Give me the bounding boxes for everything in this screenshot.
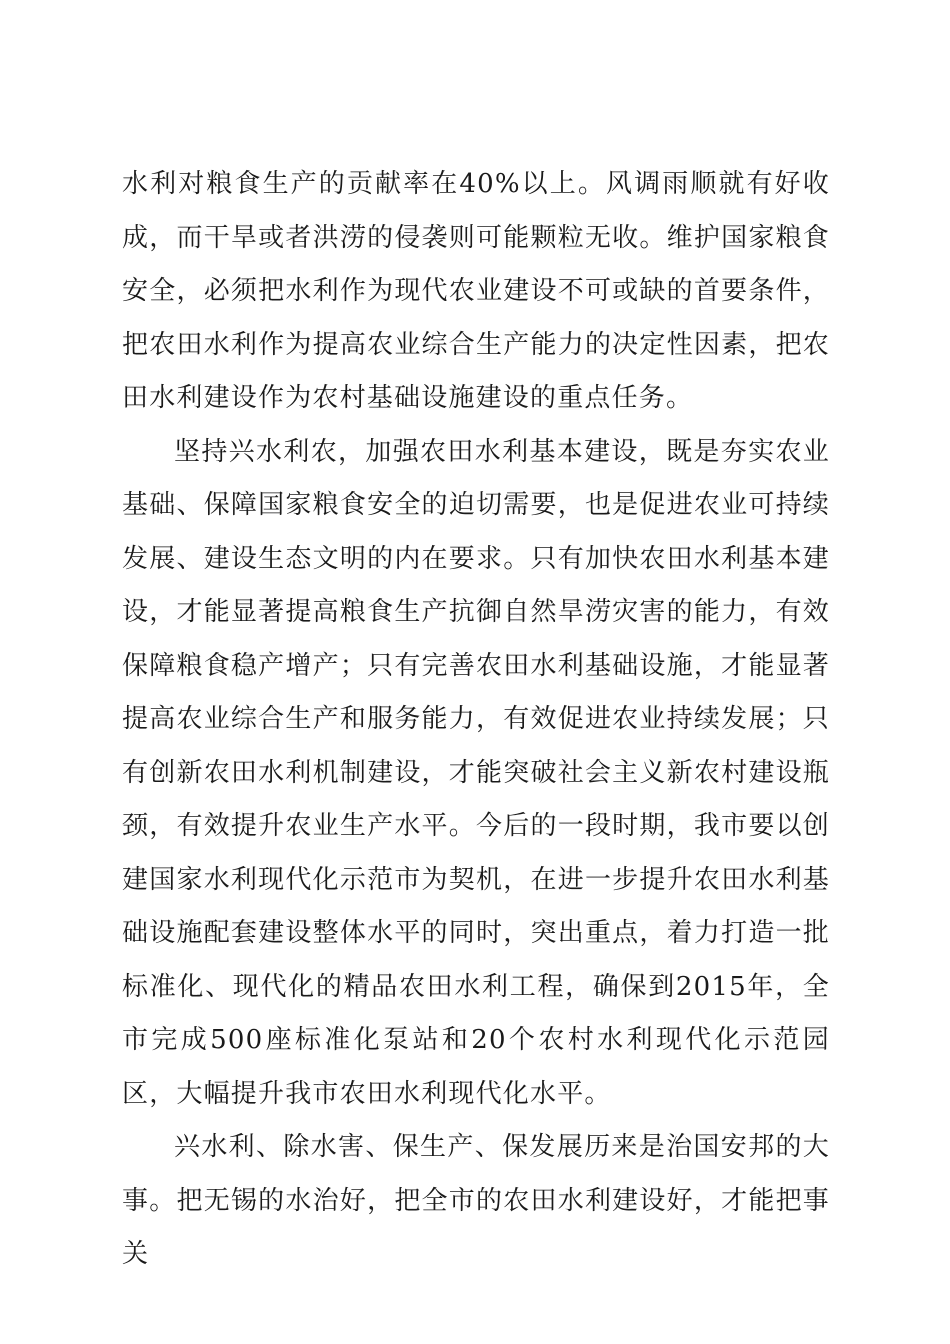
paragraph-2: 坚持兴水利农，加强农田水利基本建设，既是夯实农业基础、保障国家粮食安全的迫切需要，也是促进农业可持续发展、建设生态文明的内在要求。只有加快农田水利基本建设，才能显著提高粮食生产抗御自然旱涝灾害的能力，有效保障粮食稳产增产；只有完善农田水利基础设施，才能显著提高农业综合生产和服务能力，有效促进农业持续发展；只有创新农田水利机制建设，才能突破社会主义新农村建设瓶颈，有效提升农业生产水平。今后的一段时期，我市要以创建国家水利现代化示范市为契机，在进一步提升农田水利基础设施配套建设整体水平的同时，突出重点，着力打造一批标准化、现代化的精品农田水利工程，确保到2015年，全市完成500座标准化泵站和20个农村水利现代化示范园区，大幅提升我市农田水利现代化水平。 (122, 436, 830, 1109)
body-text (122, 158, 830, 1282)
paragraph-1: 水利对粮食生产的贡献率在40%以上。风调雨顺就有好收成，而干旱或者洪涝的侵袭则可能颗粒无收。维护国家粮食安全，必须把水利作为现代农业建设不可或缺的首要条件，把农田水利作为提高农业综合生产能力的决定性因素，把农田水利建设作为农村基础设施建设的重点任务。 (122, 169, 830, 413)
paragraph-3: 兴水利、除水害、保生产、保发展历来是治国安邦的大事。把无锡的水治好，把全市的农田水利建设好，才能把事关 (122, 1132, 830, 1269)
